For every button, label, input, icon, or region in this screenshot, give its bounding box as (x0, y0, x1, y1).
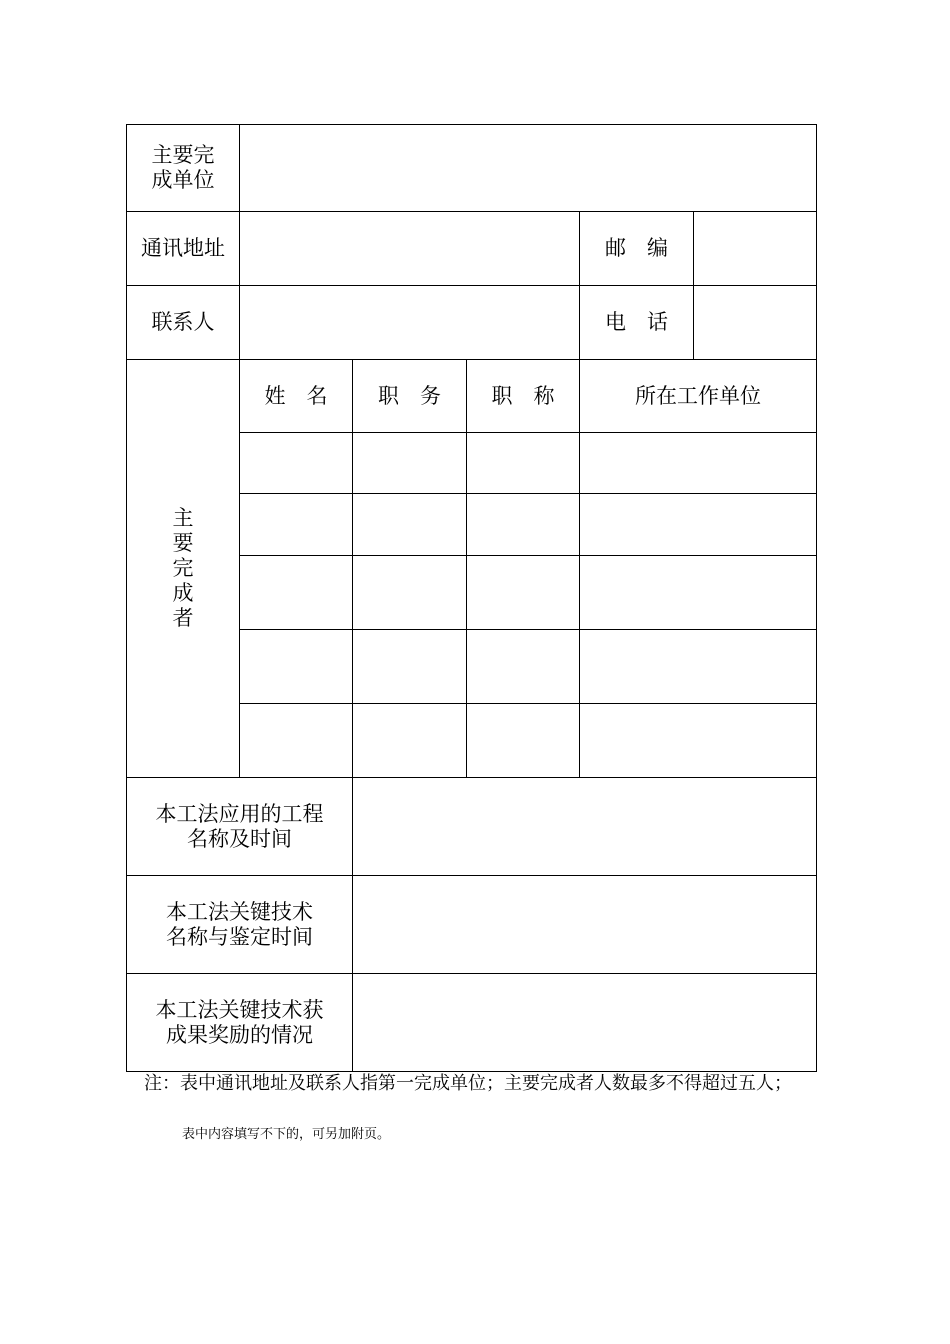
workplace-cell[interactable] (580, 630, 817, 704)
tech-label-line2: 名称与鉴定时间 (166, 924, 313, 949)
position-cell[interactable] (353, 433, 467, 494)
project-field[interactable] (353, 778, 817, 876)
title-cell[interactable] (467, 494, 580, 556)
main-unit-label (127, 125, 240, 212)
name-cell[interactable] (240, 630, 353, 704)
phone-field[interactable] (694, 286, 817, 360)
completers-label-char: 完 (172, 556, 194, 580)
workplace-cell[interactable] (580, 494, 817, 556)
title-cell[interactable] (467, 556, 580, 630)
tech-label (127, 876, 353, 974)
position-cell[interactable] (353, 704, 467, 778)
completers-label-char: 者 (172, 606, 194, 630)
award-label-line1: 本工法关键技术获 (155, 997, 324, 1022)
address-label: 通讯地址 (127, 212, 240, 286)
form-note: 注：表中通讯地址及联系人指第一完成单位；主要完成者人数最多不得超过五人； (144, 1073, 792, 1094)
project-label-line1: 本工法应用的工程 (155, 801, 324, 826)
main-unit-label-line1: 主要完 (151, 143, 215, 167)
postcode-label: 邮 编 (580, 212, 694, 286)
workplace-cell[interactable] (580, 556, 817, 630)
name-cell[interactable] (240, 494, 353, 556)
phone-label: 电 话 (580, 286, 694, 360)
column-header-title: 职 称 (467, 360, 580, 433)
completers-label (127, 360, 240, 778)
main-unit-label-line2: 成单位 (151, 168, 215, 192)
address-field[interactable] (240, 212, 580, 286)
position-cell[interactable] (353, 556, 467, 630)
award-label (127, 974, 353, 1072)
title-cell[interactable] (467, 433, 580, 494)
position-cell[interactable] (353, 630, 467, 704)
postcode-field[interactable] (694, 212, 817, 286)
title-cell[interactable] (467, 630, 580, 704)
column-header-workplace: 所在工作单位 (580, 360, 817, 433)
name-cell[interactable] (240, 704, 353, 778)
completers-label-char: 主 (172, 506, 194, 530)
award-label-line2: 成果奖励的情况 (166, 1022, 313, 1047)
application-form-table (126, 124, 817, 1072)
completers-label-char: 要 (172, 531, 194, 555)
name-cell[interactable] (240, 556, 353, 630)
position-cell[interactable] (353, 494, 467, 556)
column-header-position: 职 务 (353, 360, 467, 433)
award-field[interactable] (353, 974, 817, 1072)
workplace-cell[interactable] (580, 704, 817, 778)
title-cell[interactable] (467, 704, 580, 778)
column-header-name: 姓 名 (240, 360, 353, 433)
project-label (127, 778, 353, 876)
main-unit-field[interactable] (240, 125, 817, 212)
contact-label: 联系人 (127, 286, 240, 360)
form-note-sub: 表中内容填写不下的，可另加附页。 (182, 1127, 391, 1142)
tech-label-line1: 本工法关键技术 (166, 899, 313, 924)
contact-field[interactable] (240, 286, 580, 360)
name-cell[interactable] (240, 433, 353, 494)
tech-field[interactable] (353, 876, 817, 974)
completers-label-char: 成 (172, 581, 194, 605)
workplace-cell[interactable] (580, 433, 817, 494)
project-label-line2: 名称及时间 (187, 826, 292, 851)
